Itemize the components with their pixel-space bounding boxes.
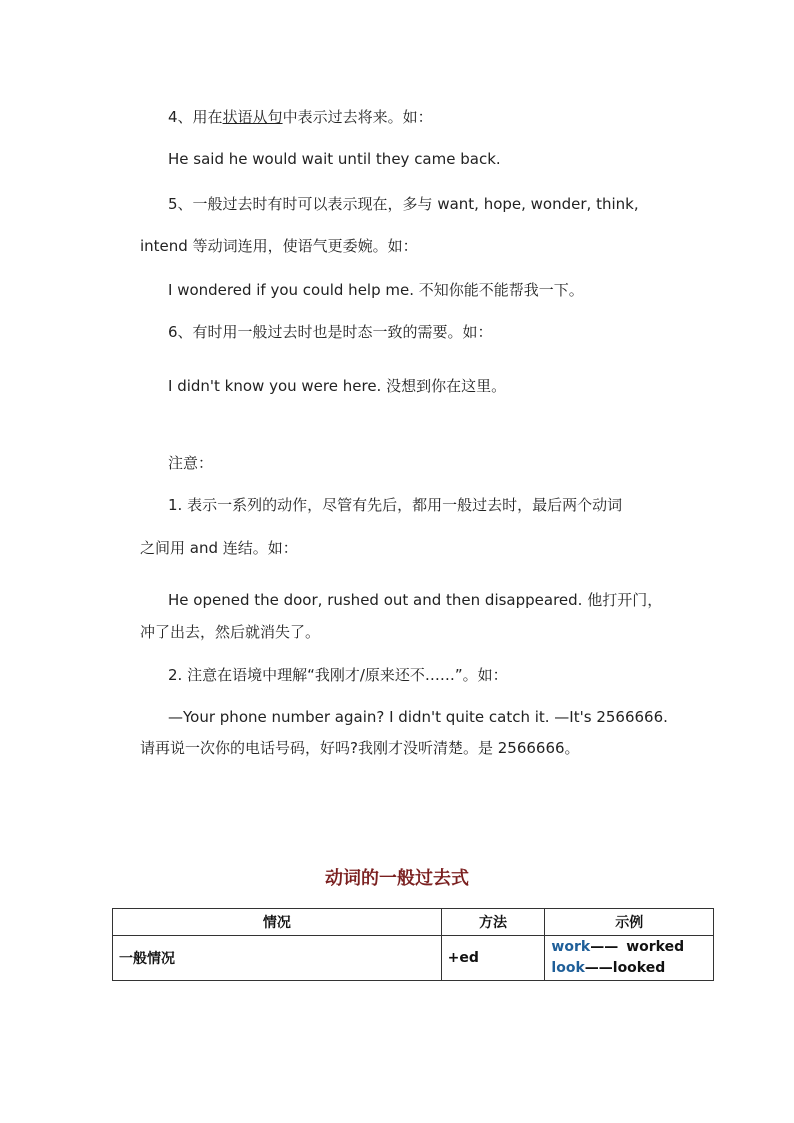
table-title: 动词的一般过去式 — [325, 868, 469, 889]
header-situation: 情况 — [113, 909, 442, 936]
note1-line1: 1. 表示一系列的动作，尽管有先后，都用一般过去时，最后两个动词 — [168, 496, 623, 514]
header-method: 方法 — [441, 909, 545, 936]
note1-example-line1: He opened the door, rushed out and then disappeared. 他打开门， — [168, 591, 663, 609]
example-base-word: work — [551, 939, 591, 955]
example-pair — [551, 937, 707, 958]
item5-line2: intend 等动词连用，使语气更委婉。如： — [140, 237, 418, 255]
note1-example-line2: 冲了出去，然后就消失了。 — [140, 623, 321, 641]
example-dash: —— — [590, 939, 619, 955]
example-past-word: worked — [626, 939, 685, 955]
example4: He said he would wait until they came back. — [168, 150, 501, 168]
table-header-row — [113, 909, 714, 936]
example5: I wondered if you could help me. 不知你能不能帮我一下。 — [168, 281, 584, 299]
table-row — [113, 936, 714, 981]
example-dash: —— — [584, 960, 613, 976]
item6: 6、有时用一般过去时也是时态一致的需要。如： — [168, 323, 493, 341]
cell-examples — [545, 936, 714, 981]
example6: I didn't know you were here. 没想到你在这里。 — [168, 377, 507, 395]
note2-example-line1: —Your phone number again? I didn't quite catch it. —It's 2566666. — [168, 708, 668, 726]
example-past-word: looked — [612, 960, 666, 976]
example-base-word: look — [551, 960, 585, 976]
header-example: 示例 — [545, 909, 714, 936]
note1-line2: 之间用 and 连结。如： — [140, 539, 298, 557]
adverbial-clause-link: 状语从句 — [222, 108, 283, 126]
note2-example-line2: 请再说一次你的电话号码，好吗?我刚才没听清楚。是 2566666。 — [140, 739, 580, 757]
item4-number: 4、用在 — [168, 108, 223, 126]
item4-text: 中表示过去将来。如： — [282, 108, 433, 126]
item4-line — [168, 106, 433, 127]
note2: 2. 注意在语境中理解“我刚才/原来还不……”。如： — [168, 666, 508, 684]
past-tense-table — [112, 908, 714, 981]
cell-situation: 一般情况 — [113, 936, 442, 981]
note-heading: 注意： — [168, 454, 214, 472]
item5-line1: 5、一般过去时有时可以表示现在，多与 want, hope, wonder, think, — [168, 195, 639, 213]
cell-method: +ed — [441, 936, 545, 981]
example-pair — [551, 958, 707, 979]
